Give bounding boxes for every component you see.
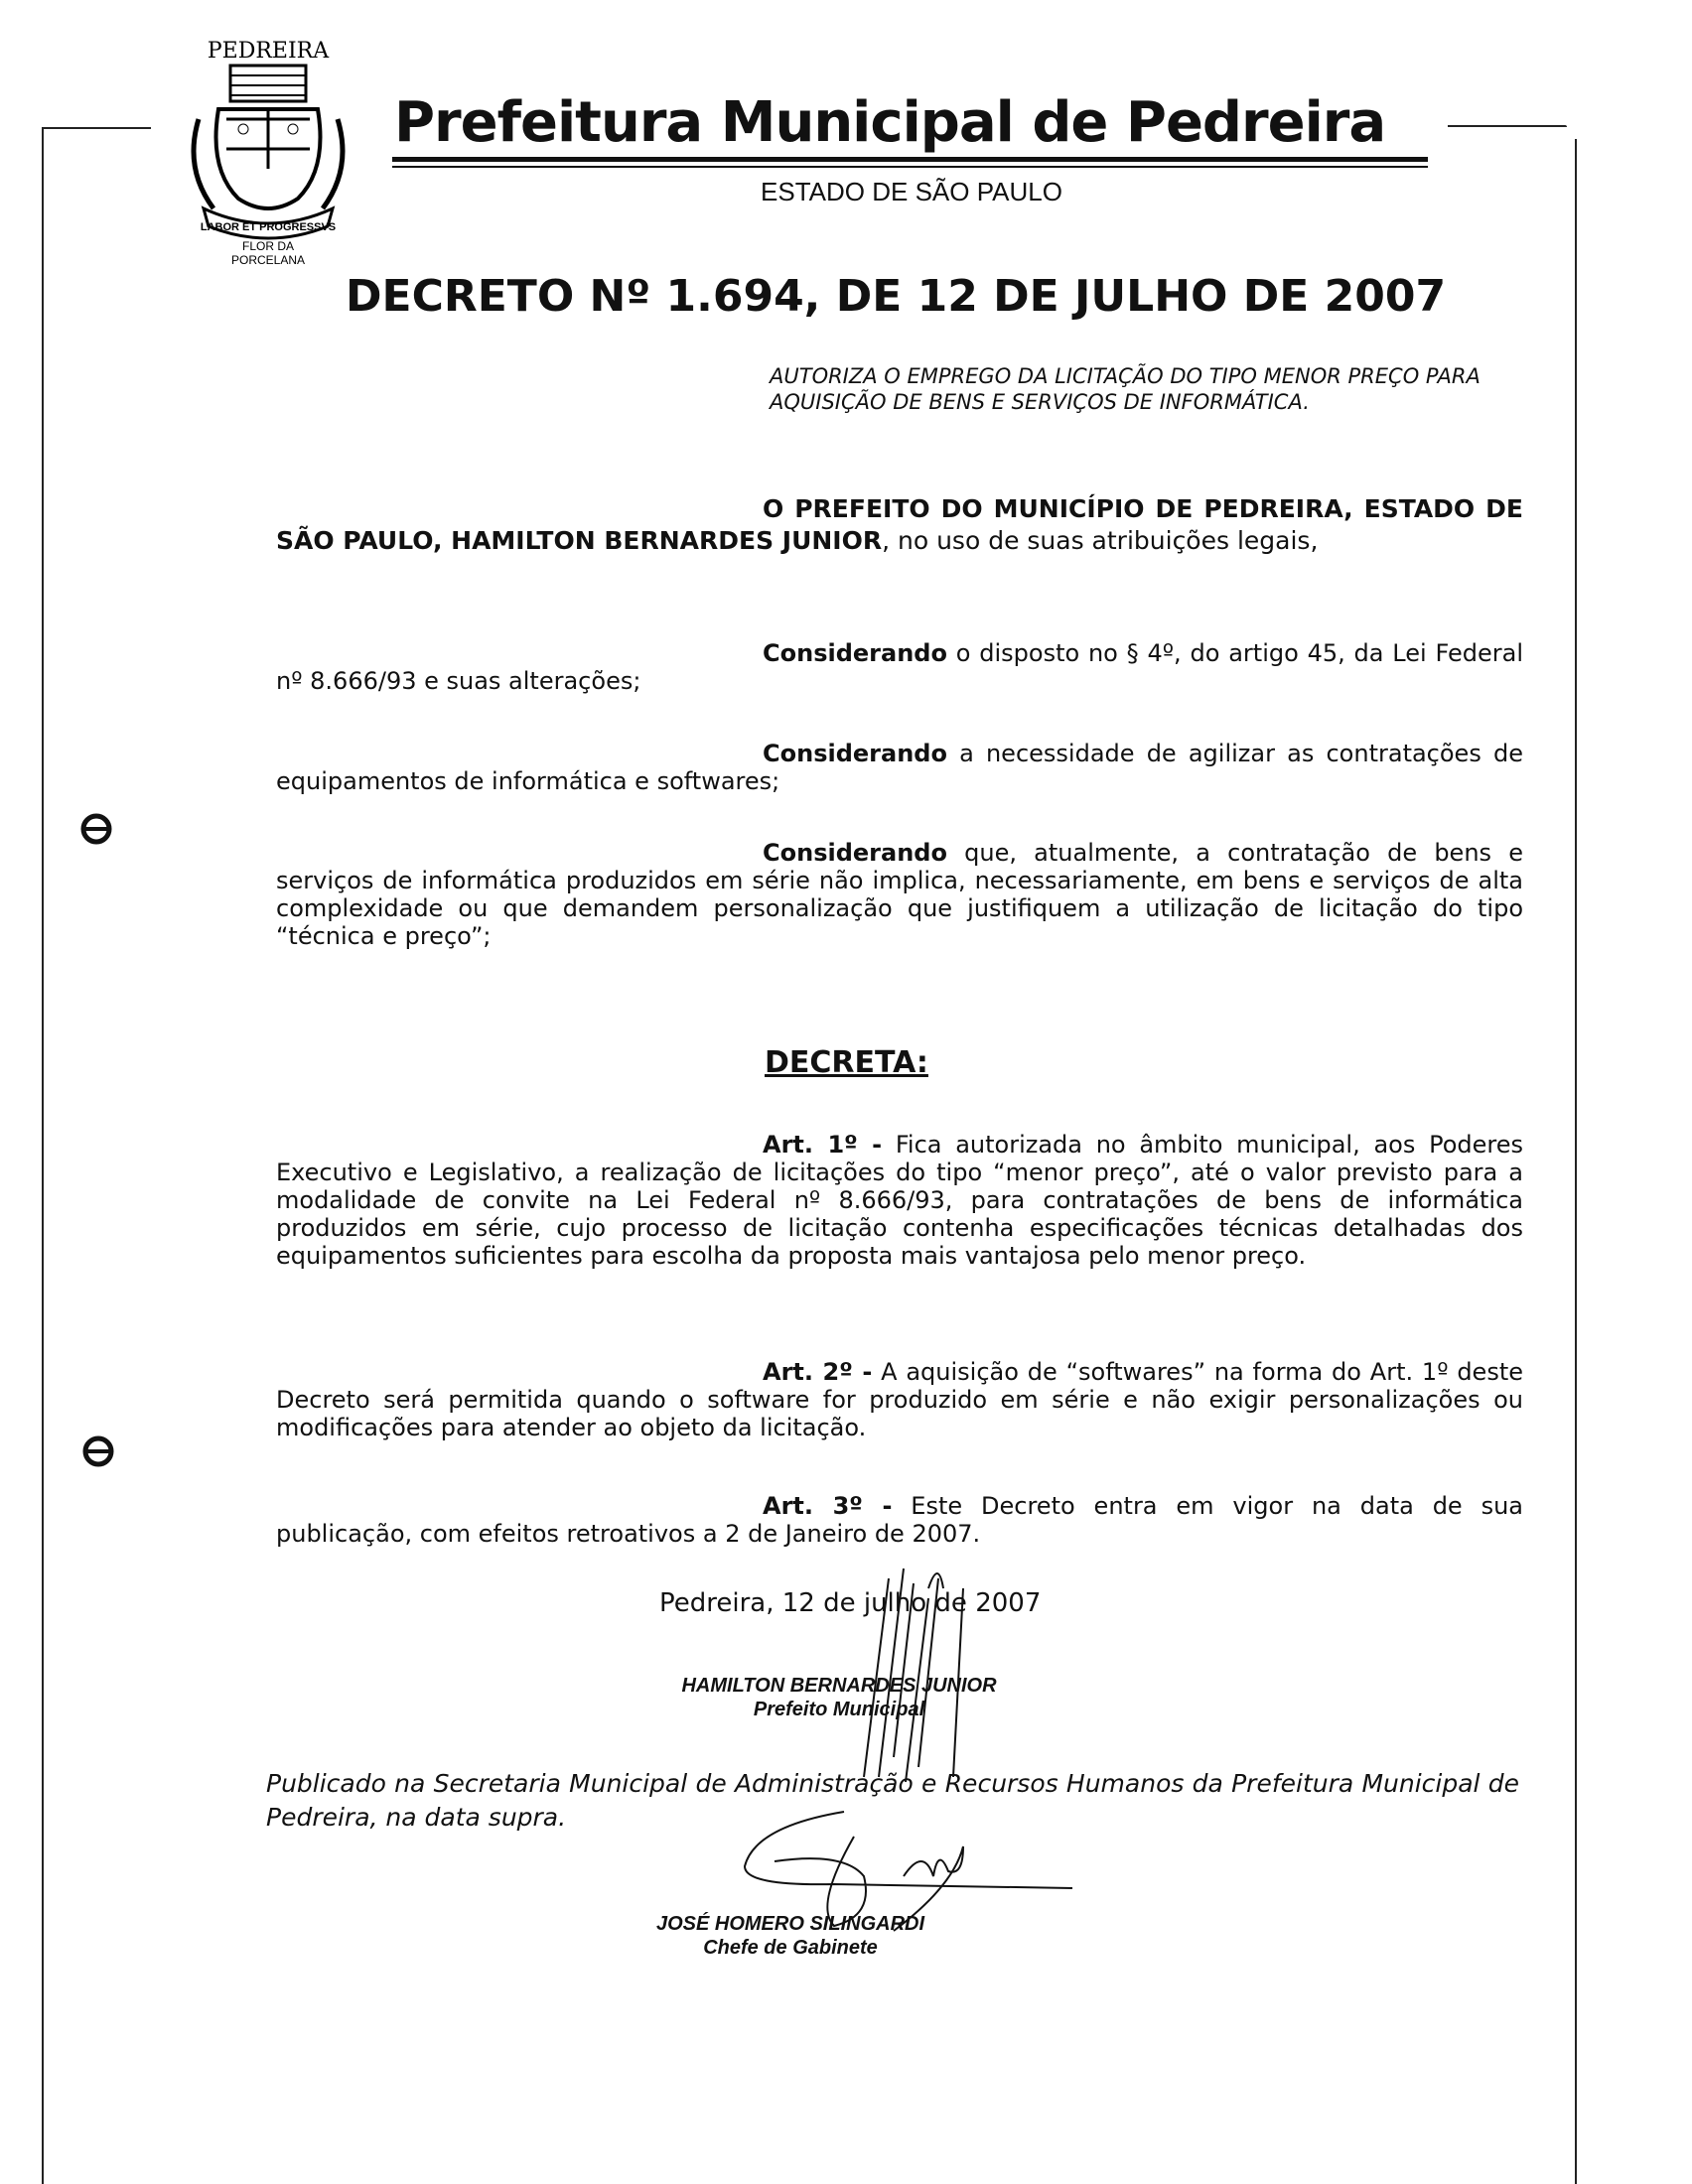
state-subtitle: ESTADO DE SÃO PAULO [761,177,1062,206]
decree-title: DECRETO Nº 1.694, DE 12 DE JULHO DE 2007 [346,271,1447,322]
signer-name: JOSÉ HOMERO SILINGARDI [655,1913,925,1935]
institution-title: Prefeitura Municipal de Pedreira [394,90,1386,155]
article-text: A aquisição de “softwares” na forma do Art. 1º deste Decreto será permitida quando o software for produzido em série e não exigir personalizações ou modificações para atender ao objeto da licitação. [276,1358,1524,1441]
consideration-lead: Considerando [763,740,947,767]
municipal-crest-logo [179,30,357,268]
decree-summary: AUTORIZA O EMPREGO DA LICITAÇÃO DO TIPO MENOR PREÇO PARA AQUISIÇÃO DE BENS E SERVIÇOS DE INFORMÁTICA. [770,364,1480,414]
article-lead: Art. 2º - [763,1358,873,1386]
preamble-bold: O PREFEITO DO MUNICÍPIO DE PEDREIRA, ESTADO DE SÃO PAULO, HAMILTON BERNARDES JUNIOR [276,494,1523,555]
title-underline [392,157,1428,162]
margin-initial-mark [81,1434,115,1468]
consideration-1 [276,639,1523,695]
article-lead: Art. 1º - [763,1131,883,1159]
consideration-text: o disposto no § 4º, do artigo 45, da Lei Federal nº 8.666/93 e suas alterações; [276,639,1523,695]
decreta-heading: DECRETA: [765,1045,928,1080]
page-frame-left [42,127,44,2184]
article-lead: Art. 3º - [763,1492,893,1520]
preamble-text: , no uso de suas atribuições legais, [882,526,1319,555]
article-text: Fica autorizada no âmbito municipal, aos Poderes Executivo e Legislativo, a realização de licitações do tipo “menor preço”, até o valor previsto para a modalidade de convite na Lei Federal nº 8.666/93, para contratações de bens de informática produzidos em série, cujo processo de licitação contenha especificações técnicas detalhadas dos equipamentos suficientes para escolha da proposta mais vantajosa pelo menor preço. [276,1131,1523,1270]
article-2 [276,1358,1523,1441]
consideration-text: que, atualmente, a contratação de bens e serviços de informática produzidos em série não implica, necessariamente, em bens e serviços de alta complexidade ou que demandem personalização que justifiquem a utilização de licitação do tipo “técnica e preço”; [276,839,1523,950]
title-underline-thin [392,166,1428,168]
article-3 [276,1492,1523,1548]
preamble-paragraph [276,493,1523,557]
margin-initial-mark [79,812,113,846]
page-frame-right [1575,139,1577,2184]
consideration-lead: Considerando [763,839,947,867]
page-frame-top-left [42,127,151,129]
consideration-text: a necessidade de agilizar as contratações de equipamentos de informática e softwares; [276,740,1523,795]
publication-note: Publicado na Secretaria Municipal de Administração e Recursos Humanos da Prefeitura Municipal de Pedreira, na data supra. [266,1769,1519,1832]
signer-role: Chefe de Gabinete [703,1937,878,1959]
svg-text:LABOR ET PROGRESSVS: LABOR ET PROGRESSVS [200,221,337,233]
article-text: Este Decreto entra em vigor na data de sua publicação, com efeitos retroativos a 2 de Janeiro de 2007. [276,1492,1524,1548]
signer-name: HAMILTON BERNARDES JUNIOR [681,1675,997,1697]
place-date: Pedreira, 12 de julho de 2007 [659,1588,1042,1618]
consideration-lead: Considerando [763,639,947,667]
svg-text:PEDREIRA: PEDREIRA [207,39,330,64]
svg-text:PORCELANA: PORCELANA [230,253,306,267]
consideration-3 [276,839,1523,950]
signature-block-mayor [640,1674,1038,1721]
signature-block-chief [592,1912,989,1960]
article-1 [276,1131,1523,1270]
consideration-2 [276,740,1523,795]
signer-role: Prefeito Municipal [753,1699,925,1720]
svg-text:FLOR DA: FLOR DA [241,239,295,253]
page-frame-top-right [1448,125,1567,127]
